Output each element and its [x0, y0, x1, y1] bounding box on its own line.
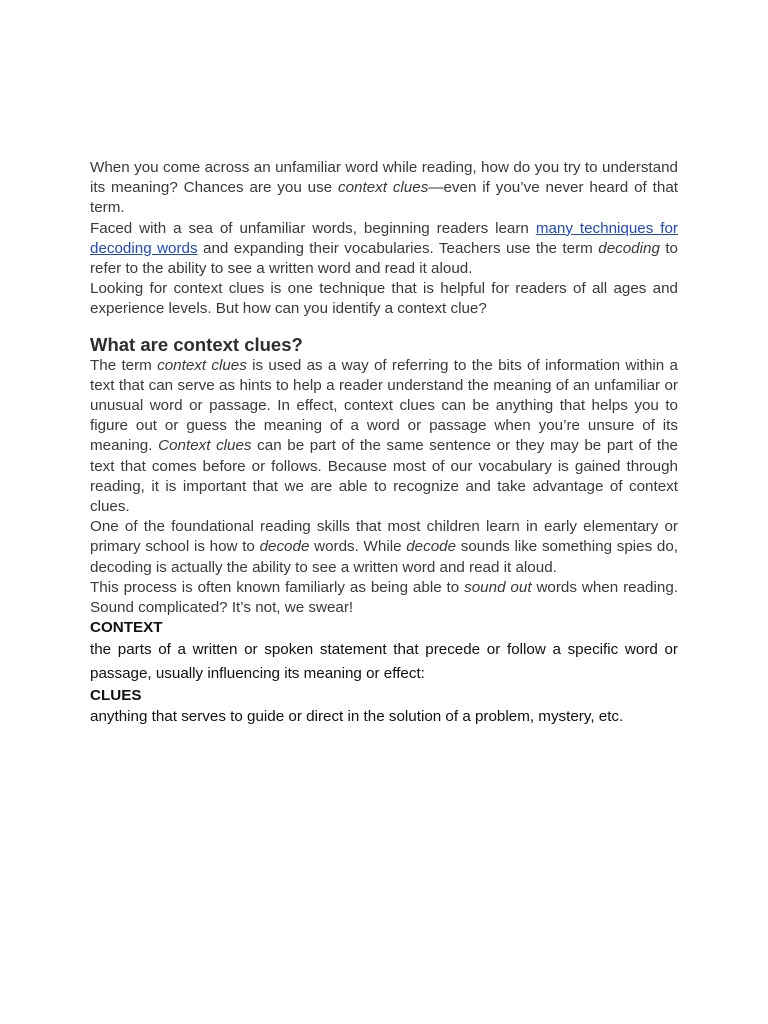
section-paragraph-2: [90, 517, 678, 578]
intro-paragraph-2: [90, 219, 678, 280]
emphasis-context-clues: context clues: [338, 179, 429, 197]
section-text: This process is often known familiarly as being able to: [90, 578, 465, 596]
section-text: sounds like something spies do, decoding is actually the ability to see a written word and read it aloud.: [90, 538, 679, 576]
section-text: can be part of the same sentence or they may be part of the text that comes before or follows. Because most of our vocabulary is gained through reading, it is important that we are able to recognize and take advantage of context clues.: [90, 437, 679, 516]
definition-text-clues: anything that serves to guide or direct in the solution of a problem, mystery, etc.: [90, 708, 624, 726]
intro-text: —even if you’ve never heard of that term.: [90, 179, 678, 217]
section-paragraph-3: [90, 578, 678, 618]
intro-text: When you come across an unfamiliar word while reading, how do you try to understand its meaning? Chances are you use: [90, 159, 678, 197]
section-text: is used as a way of referring to the bits of information within a text that can serve as hints to help a reader understand the meaning of an unfamiliar or unusual word or passage. In effect, context clues can be anything that helps you to figure out or guess the meaning of a word or passage when you’re unsure of its meaning.: [90, 356, 678, 455]
intro-text: Faced with a sea of unfamiliar words, beginning readers learn: [90, 219, 536, 237]
emphasis-sound-out: sound out: [464, 578, 532, 596]
section-text: words when reading. Sound complicated? It’s not, we swear!: [90, 578, 678, 617]
intro-text: and expanding their vocabularies. Teachers use the term: [197, 239, 599, 257]
document-page: [90, 158, 678, 727]
intro-paragraph-3: Looking for context clues is one technique that is helpful for readers of all ages and experience levels. But how can you identify a context clue?: [90, 280, 678, 318]
emphasis-context-clues: Context clues: [158, 437, 252, 455]
emphasis-context-clues: context clues: [157, 356, 247, 374]
section-text: The term: [90, 356, 158, 374]
section-paragraph-1: [90, 356, 678, 518]
definition-term-clues: CLUES: [90, 687, 142, 705]
section-text: One of the foundational reading skills that most children learn in early elementary or primary school is how to: [90, 518, 678, 556]
definition-text-context: the parts of a written or spoken statement that precede or follow a specific word or passage, usually influencing its meaning or effect:: [90, 641, 678, 683]
intro-text: to refer to the ability to see a written word and read it aloud.: [90, 239, 679, 278]
intro-paragraph-1: [90, 158, 678, 219]
decoding-techniques-link[interactable]: many techniques for decoding words: [90, 219, 678, 257]
section-text: words. While: [309, 538, 407, 556]
emphasis-decoding: decoding: [598, 239, 660, 257]
section-heading: What are context clues?: [90, 333, 303, 355]
definition-term-context: CONTEXT: [90, 619, 163, 637]
emphasis-decode: decode: [259, 538, 310, 556]
emphasis-decode: decode: [406, 538, 457, 556]
